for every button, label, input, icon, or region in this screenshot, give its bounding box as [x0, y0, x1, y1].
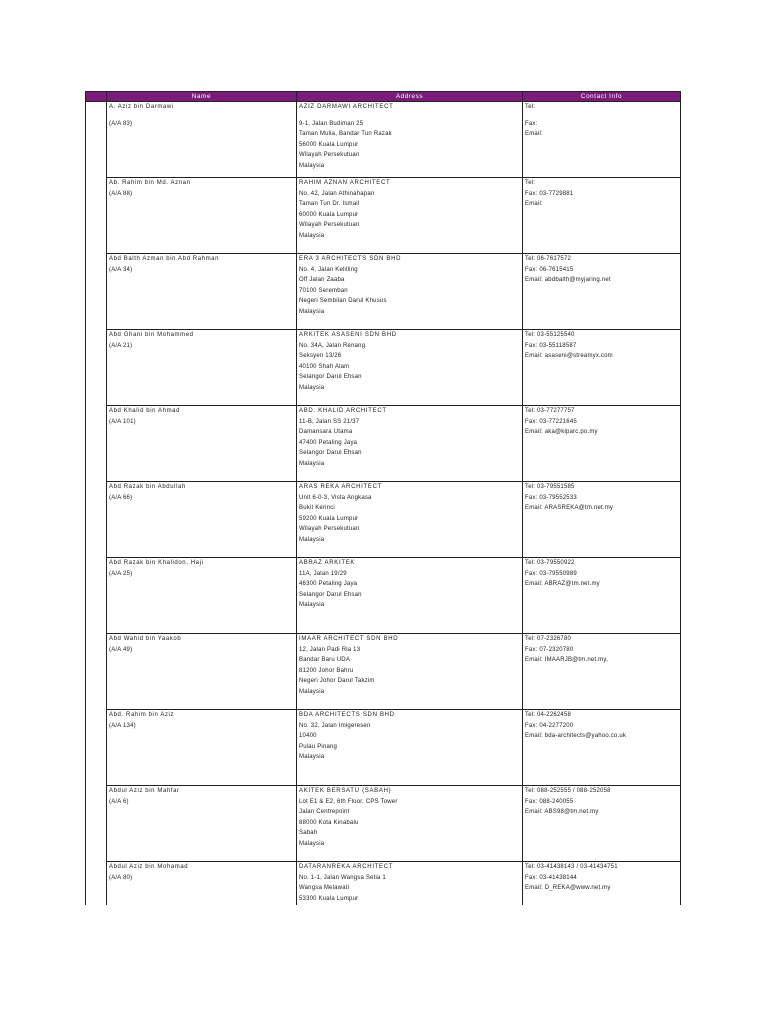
- address-line: Malaysia: [299, 536, 325, 543]
- registration-number: (A/A 21): [109, 342, 133, 349]
- address-line: Jalan Centrepoint: [299, 809, 350, 816]
- address-line: 12, Jalan Padi Ria 13: [299, 646, 361, 653]
- address-line: Lot E1 & E2, 6th Floor, CPS Tower: [299, 798, 398, 805]
- address-cell: [297, 178, 523, 254]
- architect-name: Abd Wahid bin Yaakob: [109, 636, 182, 642]
- address-cell: [297, 862, 523, 906]
- firm-name: ABD. KHALID ARCHITECT: [299, 408, 387, 414]
- name-cell: [107, 710, 297, 786]
- table-row: [86, 406, 681, 482]
- contact-line: Fax: 03-7729881: [525, 190, 574, 197]
- architect-name: Abd Balth Azman bin Abd Rahman: [109, 256, 220, 262]
- address-line: 47400 Petaling Jaya: [299, 439, 358, 446]
- table-row: [86, 862, 681, 906]
- address-line: Sabah: [299, 830, 318, 837]
- contact-line: Email: aka@klparc.po.my: [525, 429, 598, 436]
- table-row: [86, 102, 681, 178]
- firm-name: ABRAZ ARKITEK: [299, 560, 356, 566]
- address-line: Selangor Darul Ehsan: [299, 591, 362, 598]
- table-row: [86, 558, 681, 634]
- architect-name: A. Aziz bin Darmawi: [109, 104, 174, 110]
- address-line: Malaysia: [299, 308, 325, 315]
- address-line: Malaysia: [299, 754, 325, 761]
- contact-line: Fax: 03-79552533: [525, 494, 577, 501]
- row-gap-cell: [86, 862, 107, 906]
- address-line: 60000 Kuala Lumpur: [299, 211, 359, 218]
- contact-line: Tel: 088-252555 / 088-252058: [525, 788, 611, 794]
- address-line: Malaysia: [299, 840, 325, 847]
- name-cell: [107, 254, 297, 330]
- contact-line: Fax: 06-7615415: [525, 266, 574, 273]
- registration-number: (A/A 88): [109, 190, 133, 197]
- name-cell: [107, 862, 297, 906]
- contact-line: Fax: 03-55118587: [525, 342, 577, 349]
- architect-name: Abd Khalid bin Ahmad: [109, 408, 181, 414]
- address-cell: [297, 786, 523, 862]
- address-line: Selangor Darul Ehsan: [299, 450, 362, 457]
- contact-line: Email: abdbalth@myjaring.net: [525, 277, 611, 284]
- firm-name: ERA 3 ARCHITECTS SDN BHD: [299, 256, 402, 262]
- address-cell: [297, 634, 523, 710]
- contact-cell: [523, 786, 681, 862]
- address-line: Malaysia: [299, 384, 325, 391]
- contact-line: Tel: 04-2262458: [525, 712, 572, 718]
- address-line: 56000 Kuala Lumpur: [299, 141, 359, 148]
- firm-name: BDA ARCHITECTS SDN BHD: [299, 712, 395, 718]
- address-line: 70100 Seremban: [299, 287, 348, 294]
- row-gap-cell: [86, 178, 107, 254]
- contact-line: Fax: 03-41438144: [525, 874, 577, 881]
- address-line: Damansara Utama: [299, 429, 353, 436]
- header-address: Address: [297, 92, 523, 102]
- table-row: [86, 178, 681, 254]
- address-cell: [297, 482, 523, 558]
- contact-cell: [523, 482, 681, 558]
- address-line: Negeri Sembilan Darul Khusus: [299, 298, 387, 305]
- contact-cell: [523, 254, 681, 330]
- table-row: [86, 482, 681, 558]
- address-line: Selangor Darul Ehsan: [299, 374, 362, 381]
- contact-line: Email: IMAARJB@tm.net.my,: [525, 657, 608, 664]
- contact-cell: [523, 178, 681, 254]
- row-gap-cell: [86, 786, 107, 862]
- contact-line: Email:: [525, 201, 543, 208]
- contact-line: Fax: 088-240055: [525, 798, 574, 805]
- table-row: [86, 786, 681, 862]
- header-name: Name: [107, 92, 297, 102]
- architect-name: Abdul Aziz bin Mahfar: [109, 788, 180, 794]
- architect-name: Abdul Aziz bin Mohamad: [109, 864, 189, 870]
- header-contact: Contact Info: [523, 92, 681, 102]
- address-line: Wilayah Persekutuan: [299, 152, 360, 159]
- address-line: Malaysia: [299, 602, 325, 609]
- architect-name: Abd Ghani bin Mohammed: [109, 332, 194, 338]
- contact-line: Email:: [525, 131, 543, 138]
- contact-line: Tel: 03-79551585: [525, 484, 575, 490]
- registration-number: (A/A 6): [109, 798, 129, 805]
- address-line: No. 4, Jalan Kelilling: [299, 266, 358, 273]
- contact-cell: [523, 406, 681, 482]
- contact-line: Email: ABRAZ@tm.net.my: [525, 581, 600, 588]
- contact-cell: [523, 862, 681, 906]
- address-line: Negeri Johor Darul Takzim: [299, 678, 375, 685]
- address-line: Bukit Kerinci: [299, 505, 335, 512]
- firm-name: AKITEK BERSATU (SABAH): [299, 788, 392, 794]
- row-gap-cell: [86, 634, 107, 710]
- address-line: Bandar Baru UDA: [299, 657, 351, 664]
- contact-line: Tel: 03-79550922: [525, 560, 575, 566]
- architect-directory-table: [85, 91, 681, 905]
- address-line: Pulau Pinang: [299, 743, 338, 750]
- contact-line: Fax: 07-2320780: [525, 646, 574, 653]
- contact-line: Email: D_REKA@www.net.my: [525, 885, 611, 892]
- row-gap-cell: [86, 330, 107, 406]
- registration-number: (A/A 134): [109, 722, 136, 729]
- address-cell: [297, 254, 523, 330]
- architect-name: Abd. Rahim bin Aziz: [109, 712, 175, 718]
- address-line: Taman Mulia, Bandar Tun Razak: [299, 131, 392, 138]
- address-line: Malaysia: [299, 688, 325, 695]
- address-line: 59200 Kuala Lumpur: [299, 515, 359, 522]
- address-line: 40100 Shah Alam: [299, 363, 350, 370]
- address-line: 11A, Jalan 19/29: [299, 570, 347, 577]
- header-row: [86, 92, 681, 102]
- contact-line: Tel: 03-77277757: [525, 408, 575, 414]
- registration-number: (A/A 34): [109, 266, 133, 273]
- name-cell: [107, 634, 297, 710]
- contact-line: Tel: 03-41438143 / 03-41434751: [525, 864, 618, 870]
- row-gap-cell: [86, 710, 107, 786]
- contact-line: Tel: 06-7617572: [525, 256, 572, 262]
- row-gap-cell: [86, 558, 107, 634]
- address-cell: [297, 710, 523, 786]
- address-line: No. 34A, Jalan Renang: [299, 342, 366, 349]
- address-line: 9-1, Jalan Budiman 25: [299, 120, 364, 127]
- registration-number: (A/A 101): [109, 418, 136, 425]
- address-line: No. 32, Jalan Imigeresen: [299, 722, 371, 729]
- name-cell: [107, 102, 297, 178]
- contact-line: Tel: 03-55125540: [525, 332, 575, 338]
- firm-name: DATARANREKA ARCHITECT: [299, 864, 394, 870]
- address-line: 10400: [299, 733, 317, 740]
- contact-line: Fax: 04-2277200: [525, 722, 574, 729]
- contact-line: Email: asaseni@streamyx.com: [525, 353, 613, 360]
- registration-number: (A/A 83): [109, 120, 133, 127]
- contact-line: Tel: 07-2326780: [525, 636, 572, 642]
- architect-name: Ab. Rahim bin Md. Aznan: [109, 180, 191, 186]
- address-line: Malaysia: [299, 460, 325, 467]
- name-cell: [107, 178, 297, 254]
- name-cell: [107, 482, 297, 558]
- contact-line: Tel:: [525, 180, 536, 186]
- name-cell: [107, 786, 297, 862]
- contact-line: Fax: 03-79550989: [525, 570, 577, 577]
- table-row: [86, 254, 681, 330]
- firm-name: RAHIM AZNAN ARCHITECT: [299, 180, 391, 186]
- firm-name: IMAAR ARCHITECT SDN BHD: [299, 636, 399, 642]
- address-line: Unit 6-0-3, Vista Angkasa: [299, 494, 372, 501]
- registration-number: (A/A 25): [109, 570, 133, 577]
- address-cell: [297, 558, 523, 634]
- firm-name: ARAS REKA ARCHITECT: [299, 484, 382, 490]
- contact-line: Tel:: [525, 104, 536, 110]
- name-cell: [107, 406, 297, 482]
- contact-cell: [523, 558, 681, 634]
- header-blank: [86, 92, 107, 102]
- firm-name: ARKITEK ASASENI SDN BHD: [299, 332, 397, 338]
- address-line: 88000 Kota Kinabalu: [299, 819, 359, 826]
- row-gap-cell: [86, 482, 107, 558]
- address-line: Taman Tun Dr. Ismail: [299, 201, 360, 208]
- row-gap-cell: [86, 102, 107, 178]
- contact-line: Email: bda-architects@yahoo.co.uk: [525, 733, 627, 740]
- table-row: [86, 710, 681, 786]
- registration-number: (A/A 80): [109, 874, 133, 881]
- architect-name: Abd Razak bin Abdullah: [109, 484, 186, 490]
- name-cell: [107, 558, 297, 634]
- address-line: 81200 Johor Bahru: [299, 667, 354, 674]
- row-gap-cell: [86, 254, 107, 330]
- contact-line: Fax:: [525, 120, 538, 127]
- address-cell: [297, 102, 523, 178]
- table-row: [86, 634, 681, 710]
- address-line: Wilayah Persekutuan: [299, 222, 360, 229]
- address-line: Off Jalan Zaaba: [299, 277, 345, 284]
- address-cell: [297, 330, 523, 406]
- table-row: [86, 330, 681, 406]
- address-line: Malaysia: [299, 232, 325, 239]
- address-line: 11-B, Jalan SS 21/37: [299, 418, 360, 425]
- row-gap-cell: [86, 406, 107, 482]
- contact-line: Email: ARASREKA@tm.net.my: [525, 505, 614, 512]
- name-cell: [107, 330, 297, 406]
- registration-number: (A/A 66): [109, 494, 133, 501]
- firm-name: AZIZ DARMAWI ARCHITECT: [299, 104, 394, 110]
- architect-name: Abd Razak bin Khalidon, Haji: [109, 560, 204, 566]
- contact-line: Email: ABS98@tm.net.my: [525, 809, 599, 816]
- contact-line: Fax: 03-77221645: [525, 418, 577, 425]
- address-line: No. 42, Jalan Athinahapan: [299, 190, 375, 197]
- address-line: Wilayah Persekutuan: [299, 526, 360, 533]
- address-line: No. 1-1, Jalan Wangsa Setia 1: [299, 874, 386, 881]
- contact-cell: [523, 330, 681, 406]
- address-line: Wangsa Melawati: [299, 885, 350, 892]
- address-line: 53300 Kuala Lumpur: [299, 895, 359, 902]
- address-line: Malaysia: [299, 162, 325, 169]
- address-line: Seksyen 13/26: [299, 353, 342, 360]
- contact-cell: [523, 634, 681, 710]
- address-line: 46300 Petaling Jaya: [299, 581, 358, 588]
- registration-number: (A/A 49): [109, 646, 133, 653]
- contact-cell: [523, 710, 681, 786]
- contact-cell: [523, 102, 681, 178]
- address-cell: [297, 406, 523, 482]
